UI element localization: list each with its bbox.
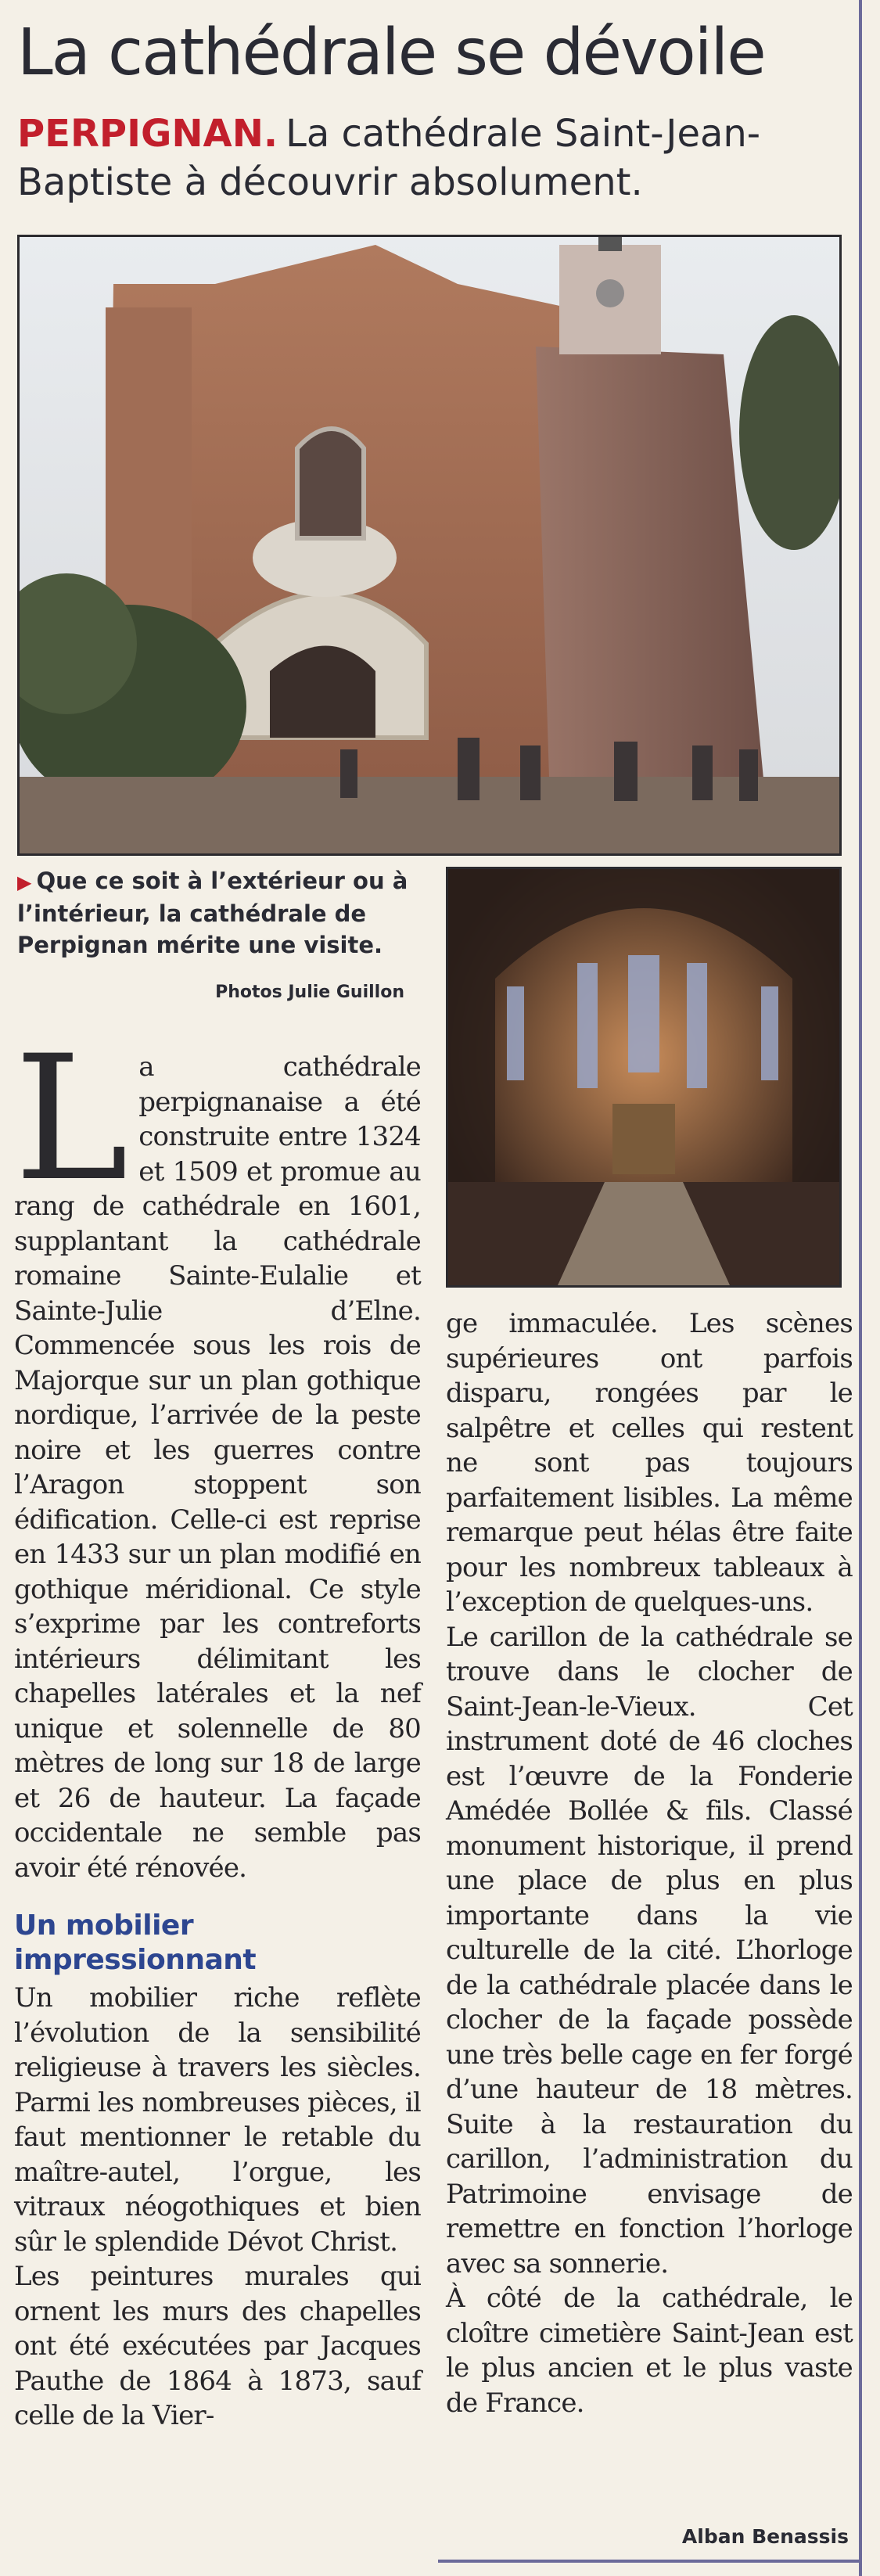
photo-credit: Photos Julie Guillon bbox=[215, 983, 404, 1002]
paragraph-3: Les peintures murales qui ornent les murs des chapelles ont été exécutées par Jacques Pauthe de 1864 à 1873, sauf celle de la Vier- bbox=[14, 2261, 421, 2431]
paragraph-6: À côté de la cathédrale, le cloître cimetière Saint-Jean est le plus ancien et le plus vaste de France. bbox=[446, 2283, 853, 2419]
photo-caption bbox=[17, 865, 424, 961]
cathedral-interior-photo bbox=[446, 867, 842, 1288]
article-body-right bbox=[446, 1306, 853, 2420]
byline: Alban Benassis bbox=[681, 2525, 849, 2548]
kicker: PERPIGNAN. bbox=[17, 112, 278, 156]
caption-text: Que ce soit à l’extérieur ou à l’intérieur, la cathédrale de Perpignan mérite une visite. bbox=[17, 868, 408, 958]
deck-text: La cathédrale Saint-Jean-Baptiste à découvrir absolument. bbox=[17, 112, 761, 204]
paragraph-4: ge immaculée. Les scènes supérieures ont parfois disparu, rongées par le salpêtre et celles qui restent ne sont pas toujours parfaitement lisibles. La même remarque peut hélas être faite pour les nombreux tableaux à l’exception de quelques-uns. bbox=[446, 1308, 853, 1618]
caption-bullet-icon: ▶ bbox=[17, 871, 32, 893]
paragraph-2: Un mobilier riche reflète l’évolution de la sensibilité religieuse à travers les siècles. Parmi les nombreuses pièces, il faut mentionner le retable du maître-autel, l’orgue, les vitraux néogothiques et bien sûr le splendide Dévot Christ. bbox=[14, 1982, 421, 2258]
paragraph-5: Le carillon de la cathédrale se trouve dans le clocher de Saint-Jean-le-Vieux. Cet instrument doté de 46 cloches est l’œuvre de la Fonderie Amédée Bollée & fils. Classé monument historique, il prend une place de plus en plus importante dans la vie culturelle de la cité. L’horloge de la cathédrale placée dans le clocher de la façade possède une très belle cage en fer forgé d’une hauteur de 18 mètres. Suite à la restauration du carillon, l’administration du Patrimoine envisage de remettre en fonction l’horloge avec sa sonnerie. bbox=[446, 1621, 853, 2280]
cathedral-exterior-photo bbox=[17, 235, 842, 856]
page-frame-bottom bbox=[438, 2560, 860, 2563]
page-frame-right bbox=[859, 0, 862, 2576]
paragraph-1: a cathédrale perpignanaise a été construite entre 1324 et 1509 et promue au rang de cathédrale en 1601, supplantant la cathédrale romaine Sainte-Eulalie et Sainte-Julie d’Elne. Commencée sous les rois de Majorque sur un plan gothique nordique, l’arrivée de la peste noire et les guerres contre l’Aragon stoppent son édification. Celle-ci est reprise en 1433 sur un plan modifié en gothique méridional. Ce style s’exprime par les contreforts intérieurs délimitant les chapelles latérales et la nef unique et solennelle de 80 mètres de long sur 18 de large et 26 de hauteur. La façade occidentale ne semble pas avoir été rénovée. bbox=[14, 1051, 421, 1884]
headline: La cathédrale se dévoile bbox=[17, 16, 765, 90]
article-body-left bbox=[14, 1019, 421, 2434]
deck bbox=[17, 110, 862, 207]
section-subtitle: Un mobilier impressionnant bbox=[14, 1910, 257, 1976]
dropcap: L bbox=[14, 1019, 128, 1219]
